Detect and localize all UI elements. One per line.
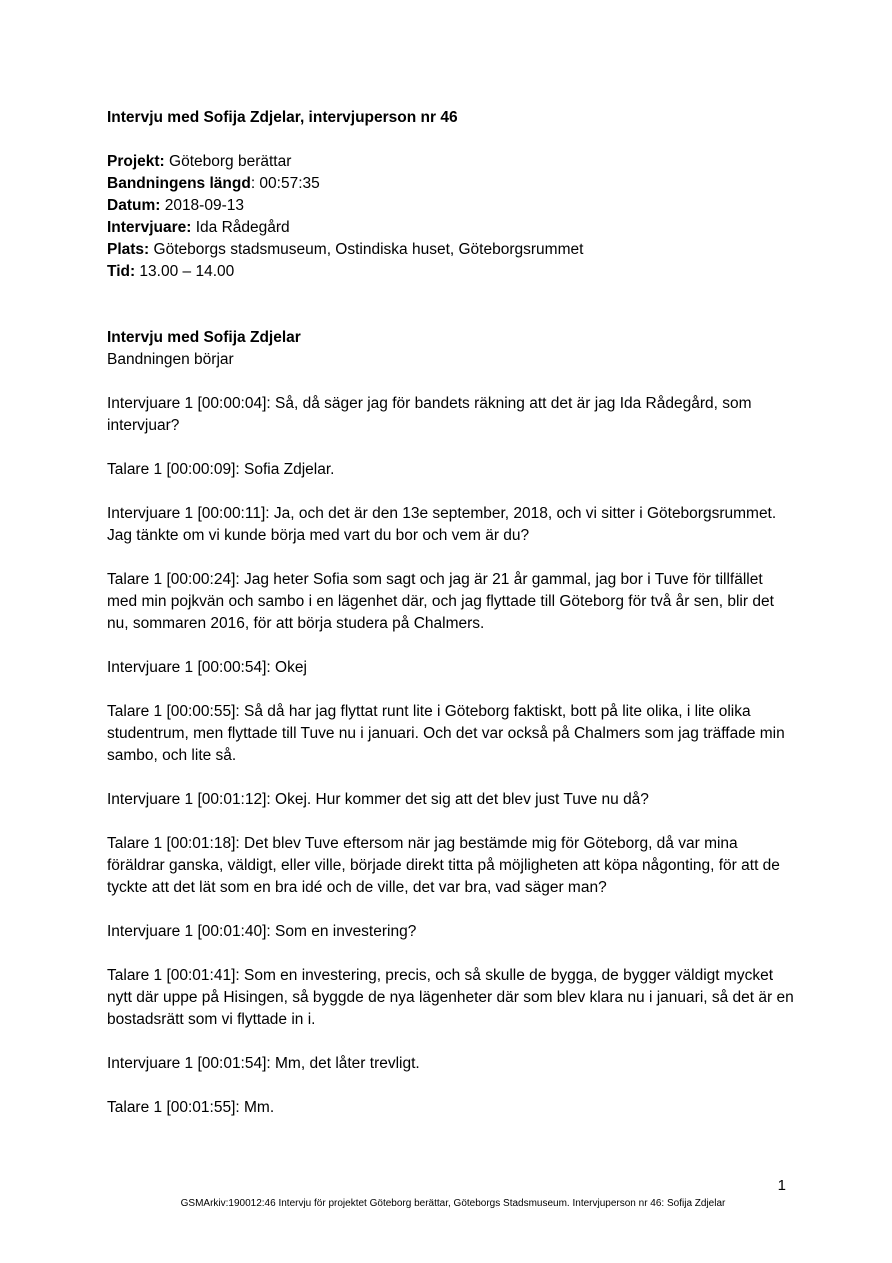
meta-recording-length	[107, 173, 797, 195]
document-title: Intervju med Sofija Zdjelar, intervjuperson nr 46	[107, 109, 458, 126]
meta-key: Bandningens längd	[107, 175, 251, 192]
meta-time	[107, 261, 797, 283]
transcript	[107, 393, 797, 1119]
meta-place	[107, 239, 797, 261]
meta-value: 2018-09-13	[160, 197, 244, 214]
page-number: 1	[777, 1177, 786, 1194]
meta-value: 13.00 – 14.00	[135, 263, 235, 280]
transcript-turn: Talare 1 [00:00:24]: Jag heter Sofia som sagt och jag är 21 år gammal, jag bor i Tuve för tillfället med min pojkvän och sambo i en lägenhet där, och jag flyttade till Göteborg för två år sen, blir det nu, sommaren 2016, för att börja studera på Chalmers.	[107, 571, 774, 632]
transcript-turn: Talare 1 [00:00:09]: Sofia Zdjelar.	[107, 461, 335, 478]
meta-value: Göteborg berättar	[164, 153, 292, 170]
transcript-turn: Intervjuare 1 [00:01:12]: Okej. Hur kommer det sig att det blev just Tuve nu då?	[107, 791, 649, 808]
metadata-block	[107, 151, 797, 283]
transcript-turn: Intervjuare 1 [00:01:40]: Som en investering?	[107, 923, 417, 940]
meta-date	[107, 195, 797, 217]
page-footer: GSMArkiv:190012:46 Intervju för projektet Göteborg berättar, Göteborgs Stadsmuseum. Intervjuperson nr 46: Sofija Zdjelar	[180, 1198, 726, 1209]
transcript-turn: Talare 1 [00:01:18]: Det blev Tuve eftersom när jag bestämde mig för Göteborg, då var mina föräldrar ganska, väldigt, eller ville, började direkt titta på möjligheten att köpa någonting, för att de tyckte att det lät som en bra idé och de ville, det var bra, vad säger man?	[107, 835, 780, 896]
meta-key: Datum:	[107, 197, 161, 214]
section-title: Intervju med Sofija Zdjelar	[107, 329, 301, 346]
document-body	[107, 107, 797, 1141]
meta-interviewer	[107, 217, 797, 239]
meta-value: Ida Rådegård	[191, 219, 290, 236]
meta-key: Intervjuare:	[107, 219, 192, 236]
meta-key: Plats:	[107, 241, 150, 258]
transcript-turn: Intervjuare 1 [00:00:11]: Ja, och det är den 13e september, 2018, och vi sitter i Göteborgsrummet. Jag tänkte om vi kunde börja med vart du bor och vem är du?	[107, 505, 777, 544]
transcript-turn: Intervjuare 1 [00:00:04]: Så, då säger jag för bandets räkning att det är jag Ida Rådegård, som intervjuar?	[107, 395, 752, 434]
meta-value: : 00:57:35	[250, 175, 320, 192]
meta-key: Tid:	[107, 263, 136, 280]
meta-project	[107, 151, 797, 173]
transcript-turn: Intervjuare 1 [00:00:54]: Okej	[107, 659, 307, 676]
interview-section	[107, 327, 797, 1119]
transcript-turn: Talare 1 [00:00:55]: Så då har jag flyttat runt lite i Göteborg faktiskt, bott på lite olika, i lite olika studentrum, men flyttade till Tuve nu i januari. Och det var också på Chalmers som jag träffade min sambo, och lite så.	[107, 703, 785, 764]
meta-value: Göteborgs stadsmuseum, Ostindiska huset, Göteborgsrummet	[149, 241, 584, 258]
transcript-turn: Talare 1 [00:01:41]: Som en investering, precis, och så skulle de bygga, de bygger väldigt mycket nytt där uppe på Hisingen, så byggde de nya lägenheter där som blev klara nu i januari, så det är en bostadsrätt som vi flyttade in i.	[107, 967, 794, 1028]
meta-key: Projekt:	[107, 153, 165, 170]
section-subtitle: Bandningen börjar	[107, 351, 234, 368]
transcript-turn: Intervjuare 1 [00:01:54]: Mm, det låter trevligt.	[107, 1055, 420, 1072]
transcript-turn: Talare 1 [00:01:55]: Mm.	[107, 1099, 275, 1116]
